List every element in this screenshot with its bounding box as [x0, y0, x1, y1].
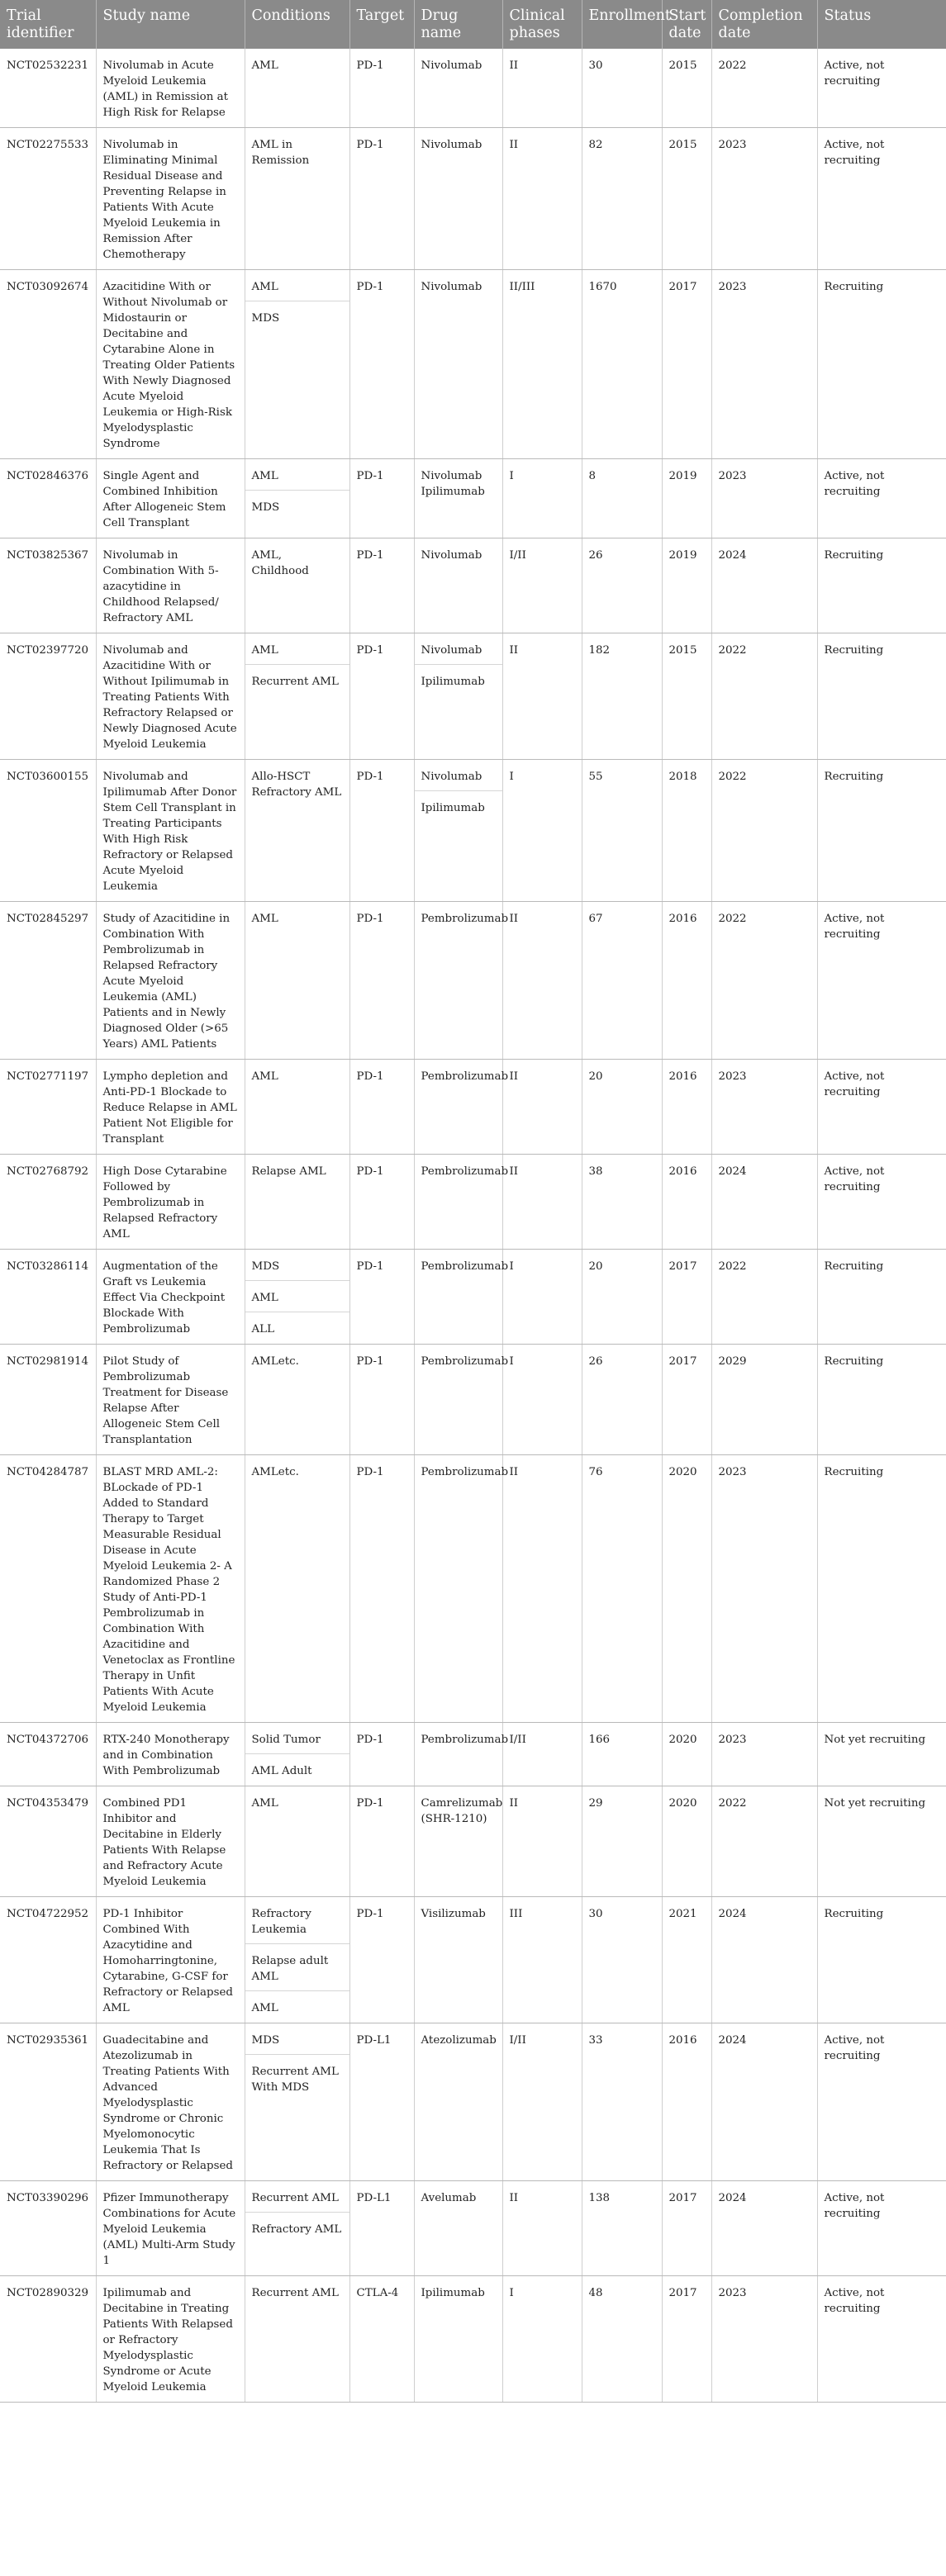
target: PD-1: [349, 1455, 414, 1723]
trial-identifier: NCT04722952: [0, 1897, 96, 2023]
completion-date: 2024: [711, 538, 817, 633]
clinical-phase: II: [502, 1060, 582, 1155]
enrollment: 48: [582, 2276, 662, 2403]
status: Recruiting: [817, 1897, 946, 2023]
table-row: [0, 760, 946, 902]
conditions-cell: [245, 1897, 349, 2023]
completion-date: 2023: [711, 128, 817, 270]
condition-item: AML: [245, 270, 349, 301]
drug-cell: [414, 760, 502, 902]
drug-item: Ipilimumab: [421, 2287, 485, 2299]
trial-identifier: NCT02768792: [0, 1155, 96, 1250]
completion-date: 2023: [711, 1060, 817, 1155]
target: PD-1: [349, 1155, 414, 1250]
table-row: [0, 1155, 946, 1250]
clinical-phase: I: [502, 1250, 582, 1345]
status: Active, not recruiting: [817, 2276, 946, 2403]
table-header: [0, 0, 946, 49]
completion-date: 2024: [711, 2181, 817, 2276]
drug-cell: [414, 1155, 509, 1250]
study-name: Guadecitabine and Atezolizumab in Treating Patients With Advanced Myelodysplastic Syndrome or Chronic Myelomonocytic Leukemia That Is Refractory or Relapsed: [96, 2023, 245, 2181]
condition-item: MDS: [245, 2023, 349, 2055]
clinical-phase: I/II: [502, 538, 582, 633]
completion-date: 2022: [711, 760, 817, 902]
enrollment: 8: [582, 459, 662, 538]
table-row: [0, 270, 946, 459]
table-row: [0, 1455, 946, 1723]
header-study-name: Study name: [96, 0, 245, 49]
conditions-cell: [245, 902, 349, 1060]
conditions-cell: [245, 49, 349, 128]
completion-date: 2023: [711, 1723, 817, 1786]
enrollment: 20: [582, 1060, 662, 1155]
study-name: High Dose Cytarabine Followed by Pembrolizumab in Relapsed Refractory AML: [96, 1155, 245, 1250]
completion-date: 2022: [711, 1250, 817, 1345]
header-status: Status: [817, 0, 946, 49]
study-name: PD-1 Inhibitor Combined With Azacytidine and Homoharringtonine, Cytarabine, G-CSF for Refractory or Relapsed AML: [96, 1897, 245, 2023]
drug-item: Pembrolizumab: [421, 1355, 509, 1368]
drug-item: Ipilimumab: [421, 802, 485, 814]
trial-identifier: NCT02275533: [0, 128, 96, 270]
study-name: BLAST MRD AML-2: BLockade of PD-1 Added to Standard Therapy to Target Measurable Residual Disease in Acute Myeloid Leukemia 2- A Randomized Phase 2 Study of Anti-PD-1 Pembrolizumab in Combination With Azacitidine and Venetoclax as Frontline Therapy in Unfit Patients With Acute Myeloid Leukemia: [96, 1455, 245, 1723]
table-row: [0, 1897, 946, 2023]
study-name: RTX-240 Monotherapy and in Combination With Pembrolizumab: [96, 1723, 245, 1786]
completion-date: 2023: [711, 2276, 817, 2403]
clinical-phase: II: [502, 2181, 582, 2276]
trial-identifier: NCT03600155: [0, 760, 96, 902]
header-completion-date: Completion date: [711, 0, 817, 49]
drug-cell: [414, 2276, 502, 2403]
condition-item: Refractory Leukemia: [245, 1897, 349, 1944]
start-date: 2021: [662, 1897, 711, 2023]
trial-identifier: NCT02532231: [0, 49, 96, 128]
enrollment: 38: [582, 1155, 662, 1250]
clinical-phase: II: [502, 1455, 582, 1723]
trial-identifier: NCT04284787: [0, 1455, 96, 1723]
drug-cell: [414, 538, 502, 633]
enrollment: 26: [582, 538, 662, 633]
start-date: 2017: [662, 2276, 711, 2403]
clinical-phase: I/II: [502, 2023, 582, 2181]
condition-item: Recurrent AML: [245, 2181, 349, 2213]
status: Recruiting: [817, 1455, 946, 1723]
status: Active, not recruiting: [817, 1155, 946, 1250]
study-name: Lympho depletion and Anti-PD-1 Blockade to Reduce Relapse in AML Patient Not Eligible for Transplant: [96, 1060, 245, 1155]
status: Not yet recruiting: [817, 1786, 946, 1897]
condition-item: AML: [251, 59, 278, 72]
conditions-cell: [245, 2023, 349, 2181]
trial-identifier: NCT02771197: [0, 1060, 96, 1155]
conditions-cell: [245, 538, 349, 633]
condition-item: Allo-HSCT Refractory AML: [251, 771, 342, 799]
status: Active, not recruiting: [817, 128, 946, 270]
start-date: 2017: [662, 270, 711, 459]
table-row: [0, 459, 946, 538]
start-date: 2016: [662, 1060, 711, 1155]
enrollment: 67: [582, 902, 662, 1060]
drug-cell: [414, 1723, 509, 1786]
study-name: Study of Azacitidine in Combination With Pembrolizumab in Relapsed Refractory Acute Myeloid Leukemia (AML) Patients and in Newly Diagnosed Older (>65 Years) AML Patients: [96, 902, 245, 1060]
trial-identifier: NCT02890329: [0, 2276, 96, 2403]
table-row: [0, 2181, 946, 2276]
clinical-phase: II: [502, 128, 582, 270]
table-row: [0, 2023, 946, 2181]
condition-item: AML: [251, 913, 278, 925]
enrollment: 33: [582, 2023, 662, 2181]
drug-item: Pembrolizumab: [421, 1165, 509, 1178]
enrollment: 138: [582, 2181, 662, 2276]
drug-item: Nivolumab: [415, 633, 502, 665]
study-name: Ipilimumab and Decitabine in Treating Patients With Relapsed or Refractory Myelodysplastic Syndrome or Acute Myeloid Leukemia: [96, 2276, 245, 2403]
status: Active, not recruiting: [817, 902, 946, 1060]
drug-item: Visilizumab: [421, 1908, 486, 1920]
clinical-phase: II: [502, 49, 582, 128]
condition-item: MDS: [245, 1250, 349, 1281]
start-date: 2015: [662, 128, 711, 270]
conditions-cell: [245, 1345, 349, 1455]
condition-item: AML in Remission: [251, 139, 310, 167]
condition-item: AML: [251, 1797, 278, 1810]
condition-item: AML: [251, 1070, 278, 1083]
drug-item: Nivolumab: [421, 281, 483, 293]
header-clinical-phases: Clinical phases: [502, 0, 582, 49]
clinical-phase: I: [502, 1345, 582, 1455]
study-name: Augmentation of the Graft vs Leukemia Effect Via Checkpoint Blockade With Pembrolizumab: [96, 1250, 245, 1345]
target: PD-L1: [349, 2181, 414, 2276]
drug-cell: [414, 1897, 502, 2023]
clinical-phase: II/III: [502, 270, 582, 459]
study-name: Nivolumab in Combination With 5-azacytidine in Childhood Relapsed/ Refractory AML: [96, 538, 245, 633]
trial-identifier: NCT03390296: [0, 2181, 96, 2276]
condition-item: AMLetc.: [251, 1355, 299, 1368]
completion-date: 2024: [711, 1155, 817, 1250]
header-start-date: Start date: [662, 0, 711, 49]
table-row: [0, 49, 946, 128]
table-row: [0, 2276, 946, 2403]
start-date: 2017: [662, 1250, 711, 1345]
study-name: Nivolumab and Azacitidine With or Without Ipilimumab in Treating Patients With Refractory Relapsed or Newly Diagnosed Acute Myeloid Leukemia: [96, 633, 245, 760]
conditions-cell: [245, 459, 349, 538]
condition-item: AML Adult: [251, 1765, 312, 1777]
completion-date: 2023: [711, 270, 817, 459]
study-name: Pfizer Immunotherapy Combinations for Acute Myeloid Leukemia (AML) Multi-Arm Study 1: [96, 2181, 245, 2276]
table-row: [0, 633, 946, 760]
clinical-phase: I/II: [502, 1723, 582, 1786]
condition-item: MDS: [251, 312, 280, 325]
enrollment: 29: [582, 1786, 662, 1897]
condition-item: AML, Childhood: [251, 549, 309, 577]
completion-date: 2029: [711, 1345, 817, 1455]
target: PD-1: [349, 459, 414, 538]
target: PD-1: [349, 128, 414, 270]
condition-item: AML: [245, 459, 349, 491]
enrollment: 76: [582, 1455, 662, 1723]
drug-item: Nivolumab: [421, 59, 483, 72]
condition-item: AML: [251, 2002, 278, 2014]
drug-item: Pembrolizumab: [421, 1734, 509, 1746]
drug-item: Pembrolizumab: [421, 1466, 509, 1478]
table-row: [0, 1250, 946, 1345]
condition-item: Relapse adult AML: [245, 1944, 349, 1991]
start-date: 2016: [662, 1155, 711, 1250]
study-name: Nivolumab in Acute Myeloid Leukemia (AML) in Remission at High Risk for Relapse: [96, 49, 245, 128]
condition-item: Recurrent AML: [251, 676, 339, 688]
header-target: Target: [349, 0, 414, 49]
study-name: Nivolumab in Eliminating Minimal Residual Disease and Preventing Relapse in Patients With Acute Myeloid Leukemia in Remission After Chemotherapy: [96, 128, 245, 270]
trial-identifier: NCT04353479: [0, 1786, 96, 1897]
target: PD-1: [349, 633, 414, 760]
target: PD-1: [349, 1723, 414, 1786]
status: Recruiting: [817, 1345, 946, 1455]
conditions-cell: [245, 270, 349, 459]
target: PD-1: [349, 760, 414, 902]
status: Active, not recruiting: [817, 2181, 946, 2276]
condition-item: Recurrent AML: [251, 2287, 339, 2299]
conditions-cell: [245, 1786, 349, 1897]
status: Active, not recruiting: [817, 459, 946, 538]
clinical-phase: III: [502, 1897, 582, 2023]
start-date: 2015: [662, 49, 711, 128]
conditions-cell: [245, 760, 349, 902]
target: PD-1: [349, 1345, 414, 1455]
drug-cell: [414, 459, 502, 538]
drug-item: Atezolizumab: [421, 2034, 497, 2047]
target: PD-1: [349, 538, 414, 633]
header-enrollment: Enrollment: [582, 0, 662, 49]
drug-item: Pembrolizumab: [421, 1260, 509, 1273]
status: Recruiting: [817, 270, 946, 459]
table-row: [0, 1345, 946, 1455]
drug-cell: [414, 49, 502, 128]
completion-date: 2022: [711, 1786, 817, 1897]
drug-cell: [414, 128, 502, 270]
trial-identifier: NCT02397720: [0, 633, 96, 760]
drug-item: Nivolumab: [421, 549, 483, 562]
condition-item: AML: [245, 1281, 349, 1312]
enrollment: 55: [582, 760, 662, 902]
conditions-cell: [245, 2181, 349, 2276]
start-date: 2019: [662, 538, 711, 633]
study-name: Azacitidine With or Without Nivolumab or Midostaurin or Decitabine and Cytarabine Alone in Treating Older Patients With Newly Diagnosed Acute Myeloid Leukemia or High-Risk Myelodysplastic Syndrome: [96, 270, 245, 459]
completion-date: 2022: [711, 633, 817, 760]
drug-item: Nivolumab Ipilimumab: [421, 470, 485, 498]
drug-cell: [414, 1786, 502, 1897]
drug-item: Ipilimumab: [421, 676, 485, 688]
clinical-phase: II: [502, 633, 582, 760]
table-row: [0, 1060, 946, 1155]
drug-cell: [414, 270, 502, 459]
study-name: Pilot Study of Pembrolizumab Treatment for Disease Relapse After Allogeneic Stem Cell Transplantation: [96, 1345, 245, 1455]
trial-identifier: NCT02846376: [0, 459, 96, 538]
header-drug-name: Drug name: [414, 0, 502, 49]
trial-identifier: NCT02981914: [0, 1345, 96, 1455]
start-date: 2016: [662, 2023, 711, 2181]
target: PD-1: [349, 1786, 414, 1897]
drug-cell: [414, 902, 509, 1060]
condition-item: Solid Tumor: [245, 1723, 349, 1754]
status: Active, not recruiting: [817, 49, 946, 128]
drug-item: Camrelizumab (SHR-1210): [421, 1797, 503, 1825]
table-row: [0, 902, 946, 1060]
enrollment: 20: [582, 1250, 662, 1345]
clinical-phase: II: [502, 1155, 582, 1250]
enrollment: 1670: [582, 270, 662, 459]
condition-item: Recurrent AML With MDS: [251, 2066, 339, 2094]
condition-item: AML: [245, 633, 349, 665]
start-date: 2015: [662, 633, 711, 760]
start-date: 2020: [662, 1786, 711, 1897]
trial-identifier: NCT03286114: [0, 1250, 96, 1345]
start-date: 2017: [662, 1345, 711, 1455]
conditions-cell: [245, 633, 349, 760]
trial-identifier: NCT02845297: [0, 902, 96, 1060]
drug-cell: [414, 633, 502, 760]
status: Not yet recruiting: [817, 1723, 946, 1786]
completion-date: 2022: [711, 902, 817, 1060]
completion-date: 2023: [711, 459, 817, 538]
condition-item: MDS: [251, 501, 280, 514]
status: Recruiting: [817, 1250, 946, 1345]
target: PD-1: [349, 1250, 414, 1345]
status: Active, not recruiting: [817, 1060, 946, 1155]
clinical-phase: I: [502, 459, 582, 538]
enrollment: 82: [582, 128, 662, 270]
drug-cell: [414, 2181, 502, 2276]
completion-date: 2024: [711, 2023, 817, 2181]
completion-date: 2022: [711, 49, 817, 128]
trial-identifier: NCT03825367: [0, 538, 96, 633]
header-trial-identifier: Trial identifier: [0, 0, 96, 49]
condition-item: Refractory AML: [251, 2223, 342, 2236]
clinical-phase: II: [502, 1786, 582, 1897]
conditions-cell: [245, 1060, 349, 1155]
trial-identifier: NCT03092674: [0, 270, 96, 459]
conditions-cell: [245, 1455, 349, 1723]
start-date: 2018: [662, 760, 711, 902]
drug-item: Nivolumab: [421, 139, 483, 151]
enrollment: 26: [582, 1345, 662, 1455]
trial-identifier: NCT04372706: [0, 1723, 96, 1786]
clinical-phase: I: [502, 760, 582, 902]
status: Active, not recruiting: [817, 2023, 946, 2181]
table-row: [0, 128, 946, 270]
drug-item: Pembrolizumab: [421, 1070, 509, 1083]
drug-item: Pembrolizumab: [421, 913, 509, 925]
study-name: Single Agent and Combined Inhibition After Allogeneic Stem Cell Transplant: [96, 459, 245, 538]
status: Recruiting: [817, 538, 946, 633]
status: Recruiting: [817, 760, 946, 902]
target: PD-1: [349, 1060, 414, 1155]
target: PD-1: [349, 902, 414, 1060]
table-row: [0, 538, 946, 633]
target: PD-L1: [349, 2023, 414, 2181]
header-conditions: Conditions: [245, 0, 349, 49]
condition-item: AMLetc.: [251, 1466, 299, 1478]
target: CTLA-4: [349, 2276, 414, 2403]
enrollment: 182: [582, 633, 662, 760]
conditions-cell: [245, 128, 349, 270]
drug-cell: [414, 1455, 509, 1723]
conditions-cell: [245, 1155, 349, 1250]
table-row: [0, 1786, 946, 1897]
condition-item: Relapse AML: [251, 1165, 326, 1178]
start-date: 2016: [662, 902, 711, 1060]
start-date: 2020: [662, 1455, 711, 1723]
completion-date: 2024: [711, 1897, 817, 2023]
enrollment: 30: [582, 49, 662, 128]
drug-cell: [414, 2023, 502, 2181]
trial-identifier: NCT02935361: [0, 2023, 96, 2181]
study-name: Combined PD1 Inhibitor and Decitabine in Elderly Patients With Relapse and Refractory Acute Myeloid Leukemia: [96, 1786, 245, 1897]
completion-date: 2023: [711, 1455, 817, 1723]
start-date: 2020: [662, 1723, 711, 1786]
conditions-cell: [245, 1723, 349, 1786]
start-date: 2017: [662, 2181, 711, 2276]
enrollment: 30: [582, 1897, 662, 2023]
target: PD-1: [349, 270, 414, 459]
drug-item: Avelumab: [421, 2192, 477, 2204]
enrollment: 166: [582, 1723, 662, 1786]
drug-cell: [414, 1345, 509, 1455]
clinical-phase: I: [502, 2276, 582, 2403]
status: Recruiting: [817, 633, 946, 760]
drug-cell: [414, 1060, 509, 1155]
target: PD-1: [349, 49, 414, 128]
conditions-cell: [245, 1250, 349, 1345]
conditions-cell: [245, 2276, 349, 2403]
drug-item: Nivolumab: [415, 760, 502, 791]
study-name: Nivolumab and Ipilimumab After Donor Stem Cell Transplant in Treating Participants With High Risk Refractory or Relapsed Acute Myeloid Leukemia: [96, 760, 245, 902]
clinical-phase: II: [502, 902, 582, 1060]
table-body: [0, 49, 946, 2403]
target: PD-1: [349, 1897, 414, 2023]
table-row: [0, 1723, 946, 1786]
drug-cell: [414, 1250, 509, 1345]
start-date: 2019: [662, 459, 711, 538]
condition-item: ALL: [251, 1323, 274, 1335]
